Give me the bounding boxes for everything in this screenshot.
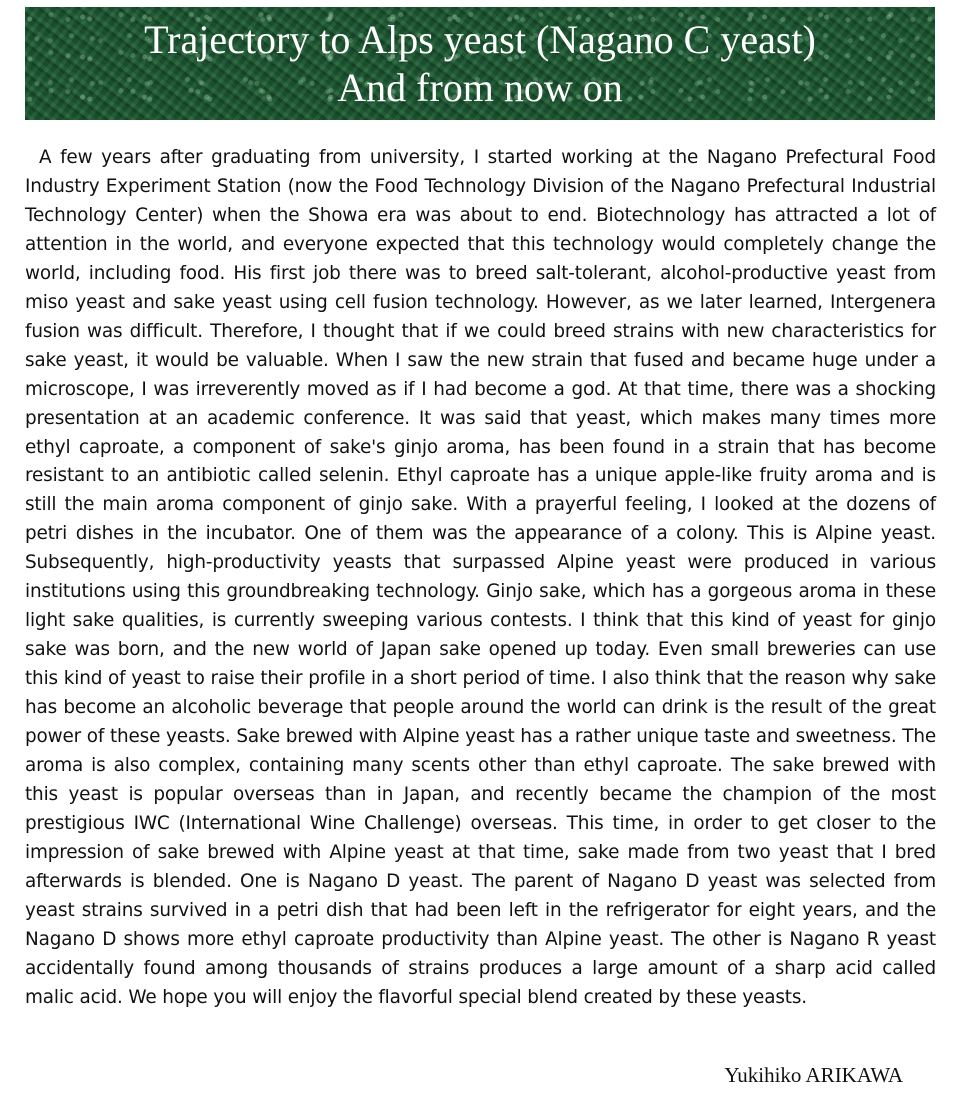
title-banner <box>25 7 935 120</box>
title-line-1: Trajectory to Alps yeast (Nagano C yeast) <box>144 16 816 62</box>
author-signature: Yukihiko ARIKAWA <box>724 1063 903 1087</box>
essay-paragraph: A few years after graduating from university, I started working at the Nagano Prefectural Food Industry Experiment Station (now the Food Technology Division of the Nagano Prefectural Industrial Technology Center) when the Showa era was about to end. Biotechnology has attracted a lot of attention in the world, and everyone expected that this technology would completely change the world, including food. His first job there was to breed salt-tolerant, alcohol-productive yeast from miso yeast and sake yeast using cell fusion technology. However, as we later learned, Intergenera fusion was difficult. Therefore, I thought that if we could breed strains with new characteristics for sake yeast, it would be valuable. When I saw the new strain that fused and became huge under a microscope, I was irreverently moved as if I had become a god. At that time, there was a shocking presentation at an academic conference. It was said that yeast, which makes many times more ethyl caproate, a component of sake's ginjo aroma, has been found in a strain that has become resistant to an antibiotic called selenin. Ethyl caproate has a unique apple-like fruity aroma and is still the main aroma component of ginjo sake. With a prayerful feeling, I looked at the dozens of petri dishes in the incubator. One of them was the appearance of a colony. This is Alpine yeast. Subsequently, high-productivity yeasts that surpassed Alpine yeast were produced in various institutions using this groundbreaking technology. Ginjo sake, which has a gorgeous aroma in these light sake qualities, is currently sweeping various contests. I think that this kind of yeast for ginjo sake was born, and the new world of Japan sake opened up today. Even small breweries can use this kind of yeast to raise their profile in a short period of time. I also think that the reason why sake has become an alcoholic beverage that people around the world can drink is the result of the great power of these yeasts. Sake brewed with Alpine yeast has a rather unique taste and sweetness. The aroma is also complex, containing many scents other than ethyl caproate. The sake brewed with this yeast is popular overseas than in Japan, and recently became the champion of the most prestigious IWC (International Wine Challenge) overseas. This time, in order to get closer to the impression of sake brewed with Alpine yeast at that time, sake made from two yeast that I bred afterwards is blended. One is Nagano D yeast. The parent of Nagano D yeast was selected from yeast strains survived in a petri dish that had been left in the refrigerator for eight years, and the Nagano D shows more ethyl caproate productivity than Alpine yeast. The other is Nagano R yeast accidentally found among thousands of strains produces a large amount of a sharp acid called malic acid. We hope you will enjoy the flavorful special blend created by these yeasts. <box>25 147 936 1008</box>
title-line-2: And from now on <box>337 64 623 110</box>
